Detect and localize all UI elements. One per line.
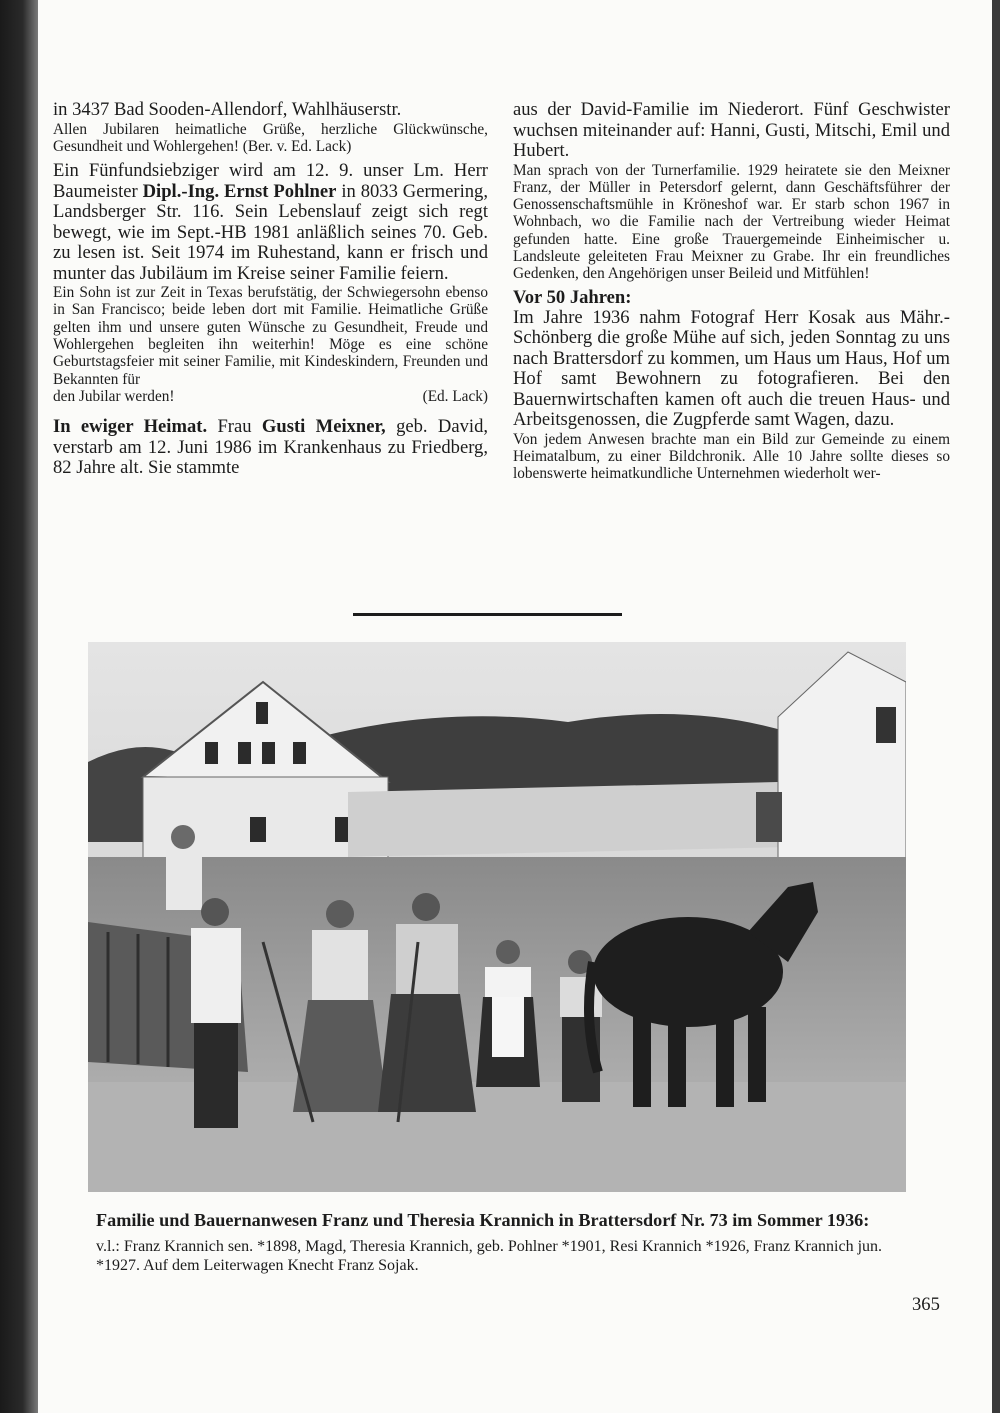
- signature-author: (Ed. Lack): [422, 387, 488, 405]
- signature-last-line: den Jubilar werden!: [53, 387, 175, 405]
- scan-edge-left: [0, 0, 38, 1413]
- left-paragraph-birthday: [53, 161, 488, 284]
- obituary-heading: In ewiger Heimat.: [53, 416, 208, 438]
- right-column: [513, 100, 950, 482]
- page-number: 365: [912, 1294, 940, 1315]
- section-heading: Vor 50 Jahren:: [513, 286, 632, 308]
- birthday-rest: in 8033 Germering, Landsberger Str. 116. Sein Lebenslauf zeigt sich regt bewegt, wie im Sept.-HB 1981 anläßlich seines 70. Geb. zu lesen ist. Seit 1974 im Ruhestand, kann er frisch und munter das Jubiläum im Kreise seiner Familie feiern.: [53, 180, 488, 284]
- obituary-rest: geb. David, verstarb am 12. Juni 1986 im Krankenhaus zu Friedberg, 82 Jahre alt. Sie stammte: [53, 416, 489, 479]
- left-paragraph-family: Ein Sohn ist zur Zeit in Texas berufstätig, der Schwiegersohn ebenso in San Francisco; beide leben dort mit Familie. Heimatliche Grüße gelten ihm und unsere guten Wünsche zu Gesundheit, Freude und Wohlergehen begleiten ihn weiterhin! Möge es eine schöne Geburtstagsfeier mit seiner Familie, mit Kindeskindern, Freunden und Bekannten für: [53, 284, 488, 388]
- left-paragraph-greetings: Allen Jubilaren heimatliche Grüße, herzliche Glückwünsche, Gesundheit und Wohlergehen! (Ber. v. Ed. Lack): [53, 120, 488, 155]
- obituary-name: Gusti Meixner,: [261, 416, 386, 438]
- birthday-name: Dipl.-Ing. Ernst Pohlner: [142, 180, 337, 202]
- caption-title: Familie und Bauernanwesen Franz und Theresia Krannich in Brattersdorf Nr. 73 im Sommer 1936:: [96, 1210, 870, 1230]
- photo-caption: [96, 1210, 926, 1275]
- signature-line: [53, 388, 488, 405]
- right-paragraph-photographer: Im Jahre 1936 nahm Fotograf Herr Kosak aus Mähr.-Schönberg die große Mühe auf sich, jeden Sonntag zu uns nach Brattersdorf zu kommen, um Haus um Haus, Hof um Hof samt Bewohnern zu fotografieren. Bei den Bauernwirtschaften kamen oft auch die treuen Haus- und Arbeitsgenossen, die Zugpferde samt Wagen, dazu.: [513, 306, 950, 431]
- right-paragraph-album: Von jedem Anwesen brachte man ein Bild zur Gemeinde zu einem Heimatalbum, zu einer Bildchronik. Alle 10 Jahre sollte dieses so lobenswerte heimatkundliche Unternehmen wiederholt wer-: [513, 430, 950, 483]
- right-paragraph-obituary: Man sprach von der Turnerfamilie. 1929 heiratete sie den Meixner Franz, der Müller in Petersdorf gelernt, dann Geschäftsführer der Genossenschaftsmühle in Kröneshof war. Er starb schon 1967 in Wohnbach, wo die Familie nach der Vertreibung wieder Heimat gefunden hatte. Eine große Trauergemeinde Einheimischer u. Landsleute geleiteten Frau Meixner zu Grabe. Ihr ein freundliches Gedenken, den Angehörigen unser Beileid und Mitfühlen!: [513, 161, 950, 283]
- left-paragraph-address: in 3437 Bad Sooden-Allendorf, Wahlhäuserstr.: [53, 99, 402, 120]
- section-divider: [353, 613, 622, 616]
- right-paragraph-family: aus der David-Familie im Niederort. Fünf Geschwister wuchsen miteinander auf: Hanni, Gusti, Mitschi, Emil und Hubert.: [513, 99, 950, 161]
- left-column: [53, 100, 488, 479]
- family-farm-photo-icon: [88, 642, 906, 1192]
- left-paragraph-obituary: [53, 417, 488, 479]
- birthday-intro: Ein Fünfundsiebziger wird am 12. 9. unser Lm. Herr Baumeister: [53, 160, 488, 202]
- caption-text: v.l.: Franz Krannich sen. *1898, Magd, Theresia Krannich, geb. Pohlner *1901, Resi Krannich *1926, Franz Krannich jun. *1927. Auf dem Leiterwagen Knecht Franz Sojak.: [96, 1238, 883, 1274]
- obituary-a: Frau: [217, 416, 252, 438]
- scan-edge-right: [992, 0, 1000, 1413]
